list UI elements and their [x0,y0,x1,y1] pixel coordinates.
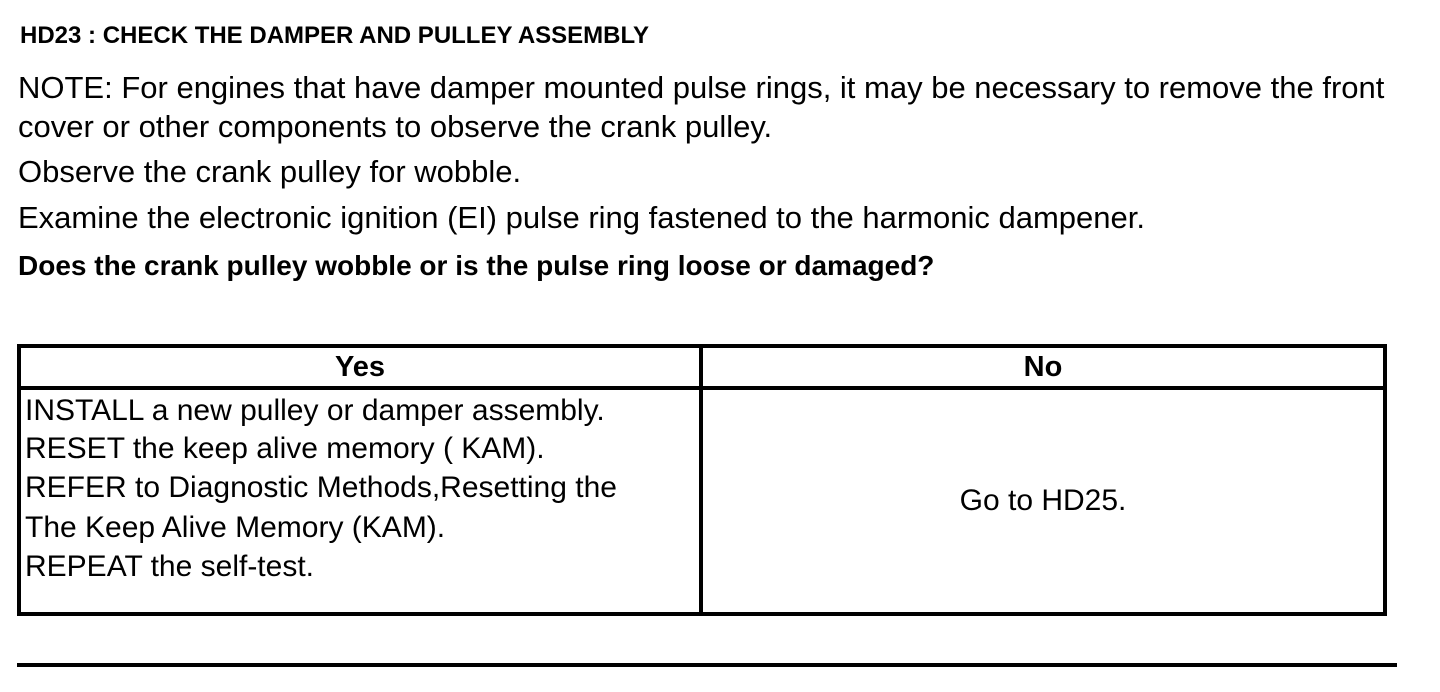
decision-table [17,344,1387,616]
bottom-divider [17,663,1397,667]
note-paragraph: NOTE: For engines that have damper mounted pulse rings, it may be necessary to remove the front cover or other components to observe the crank pulley. [18,70,1385,144]
instruction-step: Examine the electronic ignition (EI) pulse ring fastened to the harmonic dampener. [18,200,1145,235]
table-header-row [19,346,1385,388]
no-action-cell: Go to HD25. [701,388,1385,614]
no-header: No [701,346,1385,388]
table-row [19,388,1385,614]
yes-header: Yes [19,346,701,388]
yes-action-line: INSTALL a new pulley or damper assembly. [25,394,605,427]
yes-action-line: The Keep Alive Memory (KAM). [25,511,446,544]
yes-action-line: REFER to Diagnostic Methods,Resetting the [25,471,617,504]
yes-action-line: RESET the keep alive memory ( KAM). [25,432,545,465]
diagnostic-question: Does the crank pulley wobble or is the pulse ring loose or damaged? [18,250,935,281]
yes-actions-cell [19,388,701,614]
page-title: HD23 : CHECK THE DAMPER AND PULLEY ASSEMBLY [20,22,649,49]
instruction-step: Observe the crank pulley for wobble. [18,154,522,189]
yes-action-line: REPEAT the self-test. [25,550,314,583]
